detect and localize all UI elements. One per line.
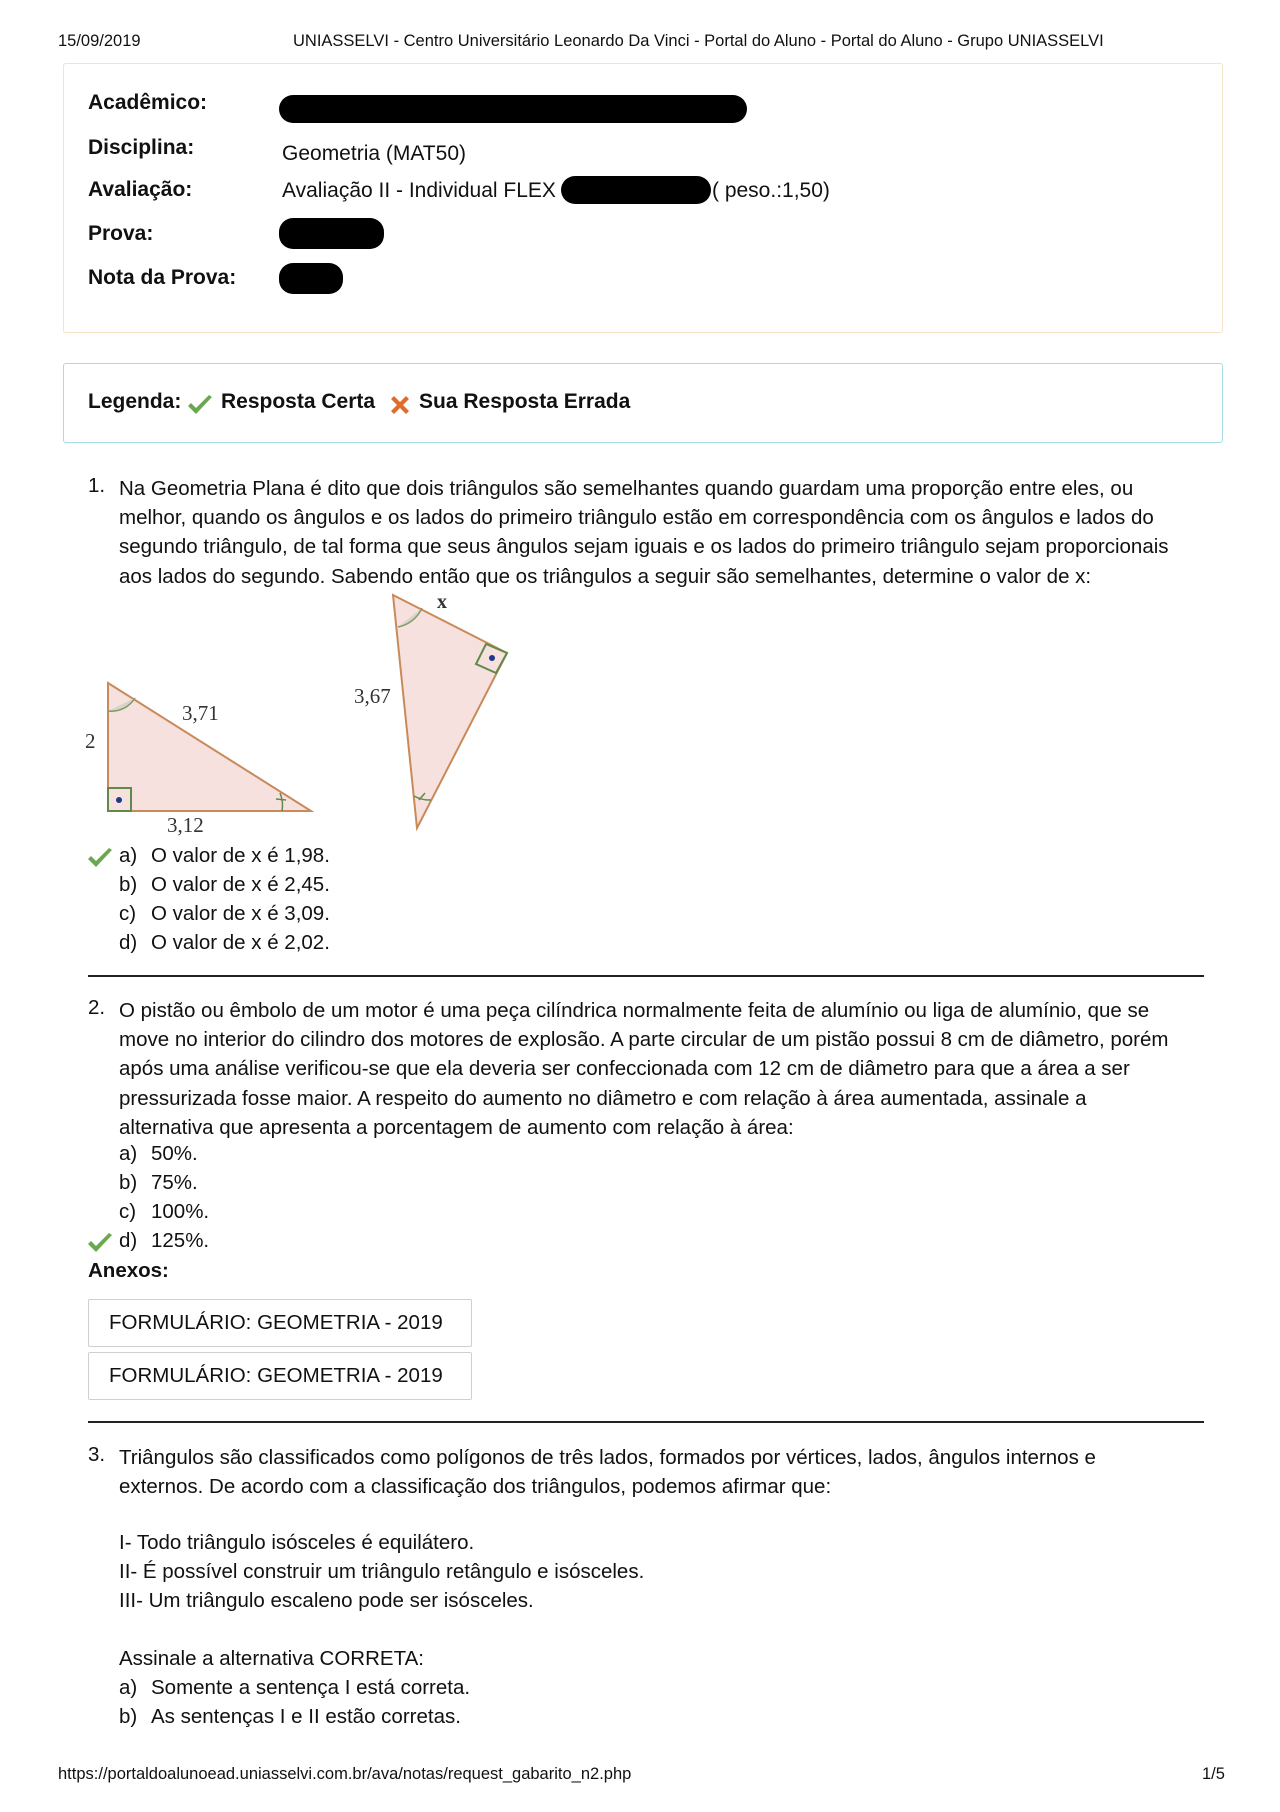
anexo-link[interactable]: FORMULÁRIO: GEOMETRIA - 2019 xyxy=(88,1352,472,1400)
q3-option-b-letter: b) xyxy=(119,1705,138,1728)
academico-redacted xyxy=(279,95,747,123)
q1-option-d-letter: d) xyxy=(119,931,138,954)
prova-redacted xyxy=(279,218,384,249)
q1-option-b-text: O valor de x é 2,45. xyxy=(151,873,330,896)
q2-number: 2. xyxy=(88,996,106,1019)
q2-line: O pistão ou êmbolo de um motor é uma peça cilíndrica normalmente feita de alumínio ou liga de alumínio, que se xyxy=(119,999,1150,1022)
q2-option-d-text: 125%. xyxy=(151,1229,210,1252)
q2-option-d-letter: d) xyxy=(119,1229,138,1252)
anexo-link[interactable]: FORMULÁRIO: GEOMETRIA - 2019 xyxy=(88,1299,472,1347)
q2-line: pressurizada fosse maior. A respeito do aumento no diâmetro e com relação à área aumentada, assinale a xyxy=(119,1086,1087,1110)
q1-number: 1. xyxy=(88,474,106,497)
print-url: https://portaldoalunoead.uniasselvi.com.br/ava/notas/request_gabarito_n2.php xyxy=(58,1765,632,1783)
t2-top-label: x xyxy=(437,591,447,613)
avaliacao-label: Avaliação: xyxy=(88,178,193,201)
print-date: 15/09/2019 xyxy=(58,32,141,50)
q1-correct-check-icon xyxy=(86,846,114,870)
avaliacao-redacted xyxy=(561,176,711,204)
q1-triangles-figure xyxy=(75,590,525,840)
q2-line: move no interior do cilindro dos motores de explosão. A parte circular de um pistão possui 8 cm de diâmetro, porém xyxy=(119,1028,1169,1052)
t2-side-label: 3,67 xyxy=(354,684,391,708)
page-number: 1/5 xyxy=(1202,1765,1225,1783)
triangle-2 xyxy=(354,591,507,828)
q3-number: 3. xyxy=(88,1443,106,1466)
t1-hyp-label: 3,71 xyxy=(182,701,219,725)
q3-option-b-text: As sentenças I e II estão corretas. xyxy=(151,1705,461,1728)
disciplina-label: Disciplina: xyxy=(88,136,195,159)
q1-line: segundo triângulo, de tal forma que seus ângulos sejam iguais e os lados do primeiro triângulo sejam proporcionais xyxy=(119,535,1169,559)
q1-option-a-text: O valor de x é 1,98. xyxy=(151,844,330,867)
q1-option-a-letter: a) xyxy=(119,844,138,867)
prova-label: Prova: xyxy=(88,222,154,245)
legend-wrong-label: Sua Resposta Errada xyxy=(419,390,631,413)
legend-label: Legenda: xyxy=(88,390,182,413)
q2-text xyxy=(119,996,1209,1142)
print-title: UNIASSELVI - Centro Universitário Leonardo Da Vinci - Portal do Aluno - Portal do Aluno - Grupo UNIASSELVI xyxy=(293,32,1104,50)
q2-option-b-letter: b) xyxy=(119,1171,138,1194)
avaliacao-value-suffix: ( peso.:1,50) xyxy=(712,179,830,202)
t1-base-label: 3,12 xyxy=(167,813,204,837)
t1-side-label: 2 xyxy=(85,729,96,753)
disciplina-value: Geometria (MAT50) xyxy=(282,142,466,165)
q3-text xyxy=(119,1443,1209,1501)
legend-correct-label: Resposta Certa xyxy=(221,390,376,413)
q2-option-b-text: 75%. xyxy=(151,1171,198,1194)
q3-statement: I- Todo triângulo isósceles é equilátero. xyxy=(119,1531,475,1554)
q3-line: Triângulos são classificados como polígonos de três lados, formados por vértices, lados, ângulos internos e xyxy=(119,1446,1096,1469)
academico-label: Acadêmico: xyxy=(88,91,208,114)
q2-correct-check-icon xyxy=(86,1231,114,1255)
q2-line: alternativa que apresenta a porcentagem de aumento com relação à área: xyxy=(119,1115,794,1139)
nota-label: Nota da Prova: xyxy=(88,266,237,289)
q1-line: melhor, quando os ângulos e os lados do primeiro triângulo estão em correspondência com os ângulos e lados do xyxy=(119,506,1154,530)
q1-line: aos lados do segundo. Sabendo então que os triângulos a seguir são semelhantes, determine o valor de x: xyxy=(119,564,1092,588)
anexos-label: Anexos: xyxy=(88,1259,169,1282)
q3-option-a-letter: a) xyxy=(119,1676,138,1699)
question-divider xyxy=(88,1421,1204,1423)
q3-option-a-text: Somente a sentença I está correta. xyxy=(151,1676,471,1699)
q1-option-d-text: O valor de x é 2,02. xyxy=(151,931,330,954)
avaliacao-value-prefix: Avaliação II - Individual FLEX xyxy=(282,179,556,202)
q1-line: Na Geometria Plana é dito que dois triângulos são semelhantes quando guardam uma proporção entre eles, ou xyxy=(119,477,1134,500)
q1-option-c-text: O valor de x é 3,09. xyxy=(151,902,330,925)
nota-redacted xyxy=(279,263,343,294)
q1-option-b-letter: b) xyxy=(119,873,138,896)
q3-instruction: Assinale a alternativa CORRETA: xyxy=(119,1647,424,1670)
q2-line: após uma análise verificou-se que ela deveria ser confeccionada com 12 cm de diâmetro para que a área a ser xyxy=(119,1057,1130,1081)
q2-option-c-text: 100%. xyxy=(151,1200,210,1223)
q3-line: externos. De acordo com a classificação dos triângulos, podemos afirmar que: xyxy=(119,1475,832,1499)
check-icon xyxy=(186,393,214,417)
q1-option-c-letter: c) xyxy=(119,902,137,925)
q3-statement: II- É possível construir um triângulo retângulo e isósceles. xyxy=(119,1560,645,1583)
cross-icon xyxy=(388,393,412,417)
question-divider xyxy=(88,975,1204,977)
q2-option-c-letter: c) xyxy=(119,1200,137,1223)
triangle-1 xyxy=(85,683,311,837)
q2-option-a-letter: a) xyxy=(119,1142,138,1165)
q1-text xyxy=(119,474,1209,591)
q3-statement: III- Um triângulo escaleno pode ser isósceles. xyxy=(119,1589,534,1612)
q2-option-a-text: 50%. xyxy=(151,1142,198,1165)
